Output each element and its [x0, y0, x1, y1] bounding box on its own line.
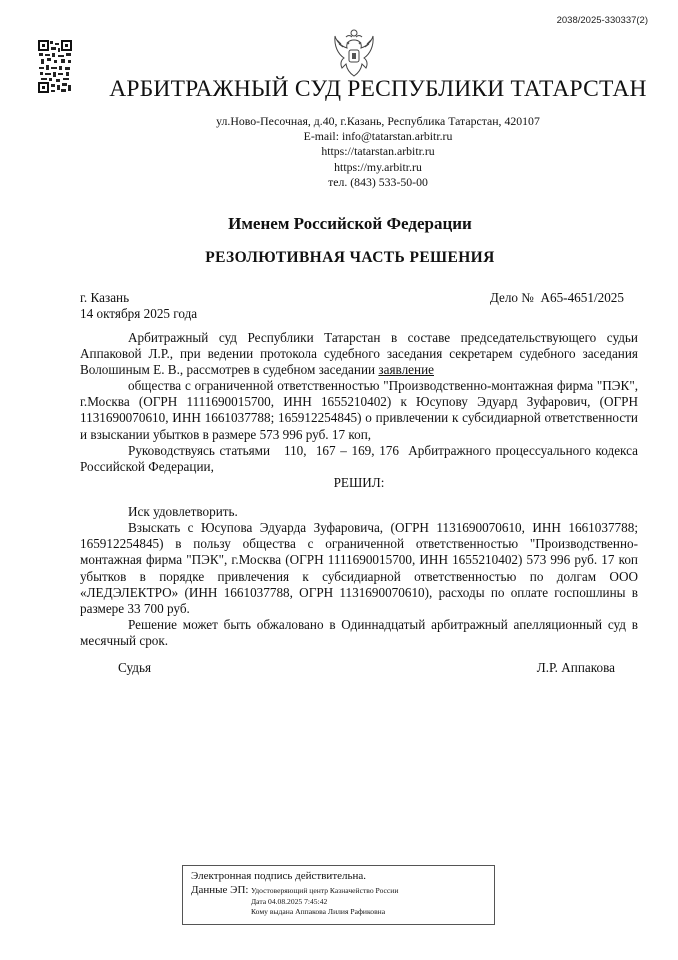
intro-text: Арбитражный суд Республики Татарстан в составе председательствующего судьи Аппаковой Л.Р., при ведении протокола судебного заседания секретарем судебного заседания Волошиным Е. В., рассмотрев в судебном заседании [80, 330, 638, 378]
case-number: Дело № А65-4651/2025 [489, 290, 624, 305]
court-email[interactable]: E-mail: info@tatarstan.arbitr.ru [303, 129, 453, 144]
court-contacts [0, 114, 678, 190]
russian-coat-of-arms-icon [332, 28, 376, 80]
court-website-link[interactable]: https://tatarstan.arbitr.ru [321, 144, 435, 159]
signature-row [118, 660, 615, 676]
esig-status: Электронная подпись действительна. [191, 870, 367, 882]
esig-issued-to: Кому выдана Аппакова Лилия Рафиковна [251, 907, 386, 916]
esig-label: Данные ЭП: [191, 884, 249, 896]
esig-details [251, 884, 398, 918]
judge-name: Л.Р. Аппакова [536, 660, 615, 675]
judge-role: Судья [118, 660, 152, 675]
court-title: АРБИТРАЖНЫЙ СУД РЕСПУБЛИКИ ТАТАРСТАН [109, 76, 647, 102]
electronic-signature-box [182, 865, 495, 925]
appeal-paragraph: Решение может быть обжаловано в Одиннадцатый арбитражный апелляционный суд в месячный срок. [80, 617, 638, 649]
document-heading: РЕЗОЛЮТИВНАЯ ЧАСТЬ РЕШЕНИЯ [205, 249, 495, 266]
case-meta-row [80, 290, 638, 306]
city: г. Казань [80, 290, 130, 305]
guided-by-paragraph: Руководствуясь статьями 110, 167 – 169, 176 Арбитражного процессуального кодекса Российской Федерации, [80, 443, 642, 475]
esig-issuer: Удостоверяющий центр Казначейство России [251, 886, 399, 895]
my-arbitr-link[interactable]: https://my.arbitr.ru [334, 159, 422, 174]
esig-date: Дата 04.08.2025 7:45:42 [251, 896, 328, 906]
satisfy-paragraph: Иск удовлетворить. [128, 504, 238, 519]
court-phone: тел. (843) 533-50-00 [328, 174, 428, 189]
recover-paragraph: Взыскать с Юсупова Эдуарда Зуфаровича, (ОГРН 1131690070610, ИНН 1661037788; 165912254845) в пользу общества с ограниченной ответственностью "Производственно-монтажная фирма "ПЭК", г.Москва (ОГРН 1111690015700, ИНН 1655210402) 573 996 руб. 17 коп убытков в порядке привлечения к субсидиарной ответственностью по долгам ООО «ЛЕДЭЛЕКТРО» (ИНН 1661037788, ОГРН 1131690070610), расходы по оплате госпошлины в размере 33 700 руб. [80, 520, 638, 617]
in-the-name-heading: Именем Российской Федерации [228, 214, 472, 233]
document-number: 2038/2025-330337(2) [556, 15, 648, 26]
claim-paragraph: общества с ограниченной ответственностью "Производственно-монтажная фирма "ПЭК", г.Москва (ОГРН 1111690015700, ИНН 1655210402) к Юсупову Эдуард Зуфарович, (ОГРН 1131690070610, ИНН 1661037788; 165912254845) о привлечении к субсидиарной ответственности и взыскании убытков в размере 573 996 руб. 17 коп, [80, 378, 638, 442]
esig-data-row [191, 884, 486, 918]
claim-link[interactable]: заявление [378, 362, 434, 378]
decision-date: 14 октября 2025 года [80, 306, 198, 321]
court-address: ул.Ново-Песочная, д.40, г.Казань, Республика Татарстан, 420107 [216, 114, 540, 128]
resolved-heading: РЕШИЛ: [333, 475, 385, 490]
intro-paragraph [80, 330, 638, 379]
